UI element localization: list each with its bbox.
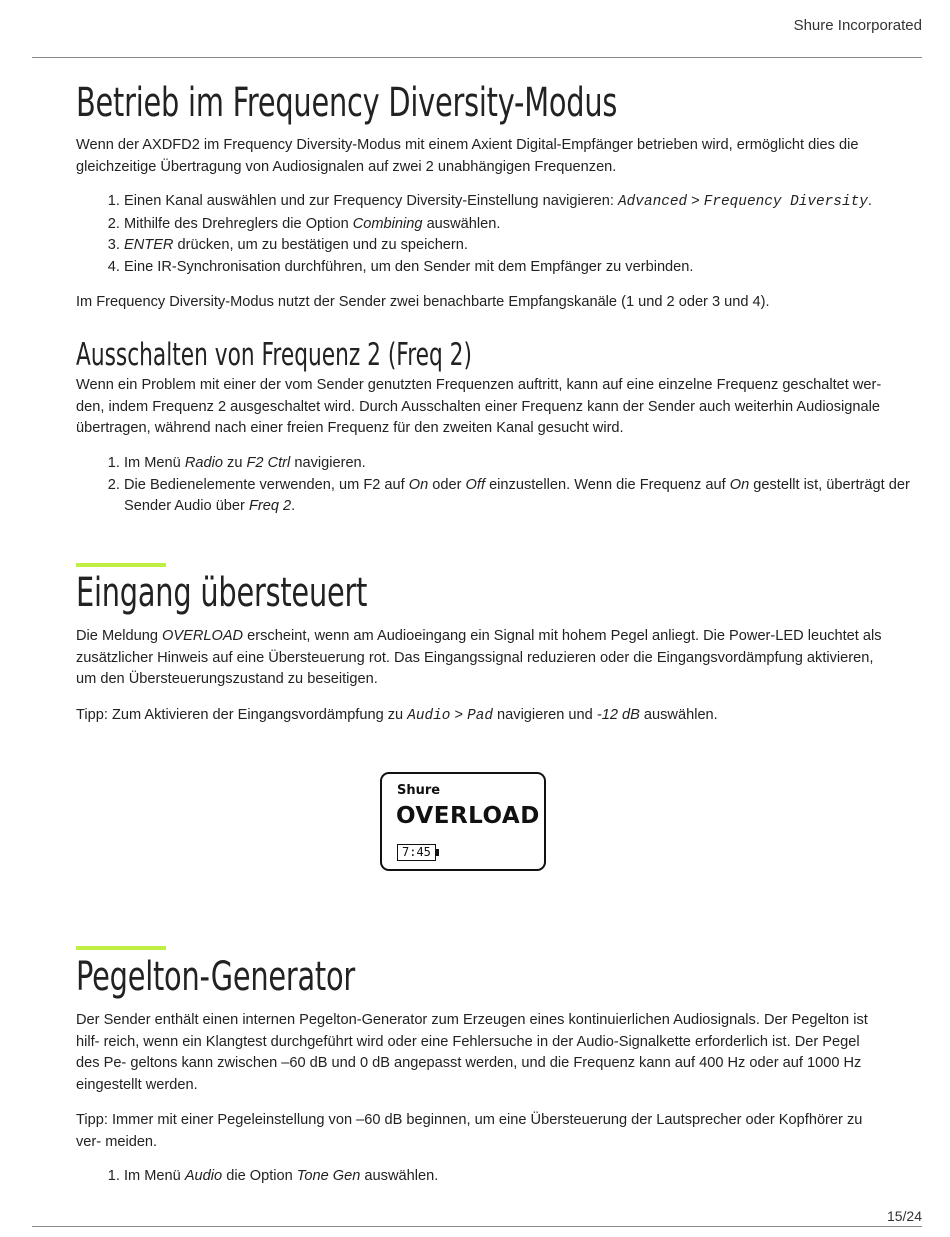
list-item: 4. Eine IR-Synchronisation durchführen, um den Sender mit dem Empfänger zu verbinden.: [124, 257, 934, 279]
list-item: 1. Im Menü Audio die Option Tone Gen auswählen.: [124, 1166, 934, 1188]
freq2-intro: Wenn ein Problem mit einer der vom Sender genutzten Frequenzen auftritt, kann auf eine einzelne Frequenz geschaltet wer- den, indem Frequenz 2 ausgeschaltet wird. Durch Ausschalten einer Frequenz kann der Sender auch weiterhin Audiosignale übertragen, während nach einer freien Frequenz für den zweiten Kanal gesucht wird.: [76, 377, 882, 437]
freq2-steps: [76, 453, 934, 518]
heading-overload: Eingang übersteuert: [76, 570, 368, 616]
lcd-display-illustration: [380, 772, 546, 871]
section-accent-bar: [76, 563, 166, 567]
overload-description: Die Meldung OVERLOAD erscheint, wenn am Audioeingang ein Signal mit hohem Pegel anliegt. Die Power-LED leuchtet als zusätzlicher Hinweis auf eine Übersteuerung rot. Das Eingangssignal reduzieren oder die Eingangsvordämpfung aktivieren, um den Übersteuerungszustand zu beseitigen.: [76, 628, 882, 688]
tone-generator-tip: Tipp: Immer mit einer Pegeleinstellung von –60 dB beginnen, um eine Übersteuerung der Lautsprecher oder Kopfhörer zu ver- meiden.: [76, 1112, 863, 1150]
lcd-status: OVERLOAD: [396, 803, 540, 829]
frequency-diversity-note: Im Frequency Diversity-Modus nutzt der Sender zwei benachbarte Empfangskanäle (1 und 2 oder 3 und 4).: [76, 294, 770, 310]
tone-generator-description: Der Sender enthält einen internen Pegelton-Generator zum Erzeugen eines kontinuierlichen Audiosignals. Der Pegelton ist hilf- reich, wenn ein Klangtest durchgeführt wird oder eine Fehlersuche in der Audio-Signalkette erforderlich ist. Der Pegel des Pe- geltons kann zwischen –60 dB und 0 dB angepasst werden, und die Frequenz kann auf 400 Hz oder auf 1000 Hz eingestellt werden.: [76, 1012, 868, 1093]
list-item: 2. Mithilfe des Drehreglers die Option Combining auswählen.: [124, 214, 934, 236]
list-item: 1. Im Menü Radio zu F2 Ctrl navigieren.: [124, 453, 934, 475]
lcd-brand: Shure: [397, 783, 441, 798]
frequency-diversity-steps: [76, 191, 934, 278]
lcd-time: 7:45: [397, 844, 436, 861]
list-item: 1. Einen Kanal auswählen und zur Frequency Diversity-Einstellung navigieren: Advanced > Frequency Diversity.: [124, 191, 934, 214]
section-accent-bar: [76, 946, 166, 950]
header-rule: [32, 57, 922, 58]
tone-generator-steps: [76, 1166, 934, 1188]
header-company: Shure Incorporated: [793, 17, 922, 34]
heading-freq2: Ausschalten von Frequenz 2 (Freq 2): [76, 337, 472, 373]
list-item: 2. Die Bedienelemente verwenden, um F2 auf On oder Off einzustellen. Wenn die Frequenz auf On gestellt ist, überträgt der Sender Audio über Freq 2.: [124, 475, 934, 518]
overload-tip: Tipp: Zum Aktivieren der Eingangsvordämpfung zu Audio > Pad navigieren und -12 dB auswählen.: [76, 707, 718, 724]
heading-frequency-diversity: Betrieb im Frequency Diversity-Modus: [76, 80, 618, 126]
heading-tone-generator: Pegelton-Generator: [76, 954, 356, 1000]
list-item: 3. ENTER drücken, um zu bestätigen und zu speichern.: [124, 235, 934, 257]
footer-rule: [32, 1226, 922, 1227]
frequency-diversity-intro: Wenn der AXDFD2 im Frequency Diversity-Modus mit einem Axient Digital-Empfänger betrieben wird, ermöglicht dies die gleichzeitige Übertragung von Audiosignalen auf zwei 2 unabhängigen Frequenzen.: [76, 137, 859, 175]
page-number: 15/24: [886, 1208, 922, 1224]
